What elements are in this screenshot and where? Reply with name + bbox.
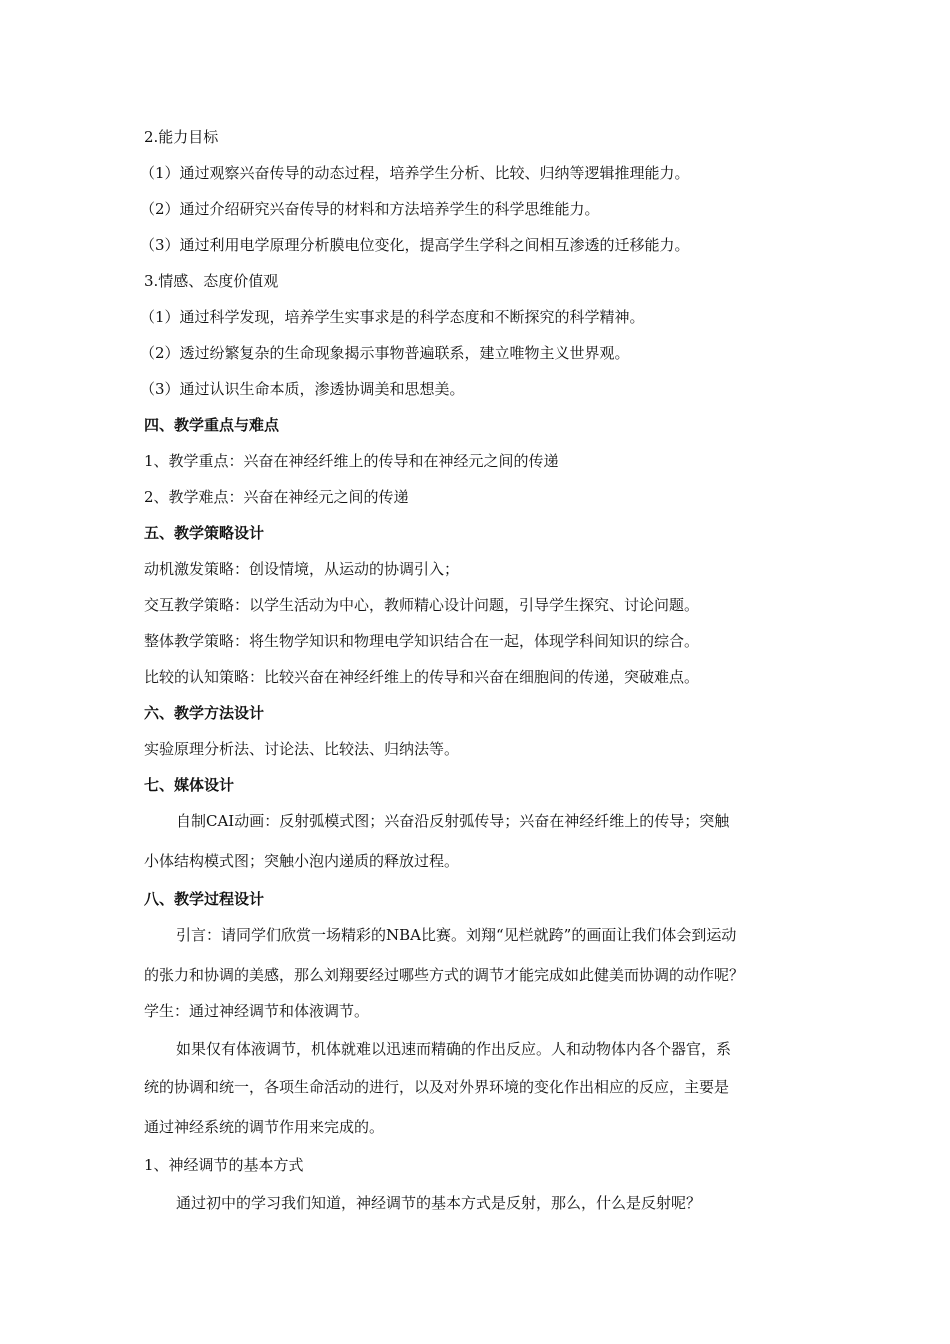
strategy-motivation: 动机激发策略：创设情境，从运动的协调引入； bbox=[144, 560, 460, 578]
media-text-line-2: 小体结构模式图；突触小泡内递质的释放过程。 bbox=[144, 852, 460, 870]
values-goal-3: （3）通过认识生命本质，渗透协调美和思想美。 bbox=[140, 380, 465, 398]
heading-key-points: 四、教学重点与难点 bbox=[144, 416, 280, 434]
ability-goal-2: （2）通过介绍研究兴奋传导的材料和方法培养学生的科学思维能力。 bbox=[140, 200, 600, 218]
key-point: 1、教学重点：兴奋在神经纤维上的传导和在神经元之间的传递 bbox=[144, 452, 559, 470]
paragraph-line-3: 通过神经系统的调节作用来完成的。 bbox=[144, 1118, 385, 1136]
intro-line-2: 的张力和协调的美感，那么刘翔要经过哪些方式的调节才能完成如此健美而协调的动作呢？ bbox=[144, 966, 745, 984]
section-values: 3.情感、态度价值观 bbox=[144, 272, 279, 290]
strategy-interaction: 交互教学策略：以学生活动为中心，教师精心设计问题，引导学生探究、讨论问题。 bbox=[144, 596, 700, 614]
heading-media: 七、媒体设计 bbox=[144, 776, 235, 794]
values-goal-2: （2）透过纷繁复杂的生命现象揭示事物普遍联系，建立唯物主义世界观。 bbox=[140, 344, 630, 362]
methods-text: 实验原理分析法、讨论法、比较法、归纳法等。 bbox=[144, 740, 460, 758]
paragraph-line-2: 统的协调和统一，各项生命活动的进行，以及对外界环境的变化作出相应的反应，主要是 bbox=[144, 1078, 730, 1096]
section-ability-goals: 2.能力目标 bbox=[144, 128, 219, 146]
media-text-line-1: 自制CAI动画：反射弧模式图；兴奋沿反射弧传导；兴奋在神经纤维上的传导；突触 bbox=[176, 812, 730, 830]
intro-line-1: 引言：请同学们欣赏一场精彩的NBA比赛。刘翔“见栏就跨”的画面让我们体会到运动 bbox=[176, 926, 737, 944]
paragraph-line-1: 如果仅有体液调节，机体就难以迅速而精确的作出反应。人和动物体内各个器官，系 bbox=[176, 1040, 732, 1058]
strategy-integration: 整体教学策略：将生物学知识和物理电学知识结合在一起，体现学科间知识的综合。 bbox=[144, 632, 700, 650]
reflex-question: 通过初中的学习我们知道，神经调节的基本方式是反射，那么，什么是反射呢？ bbox=[176, 1194, 702, 1212]
heading-process: 八、教学过程设计 bbox=[144, 890, 265, 908]
strategy-comparison: 比较的认知策略：比较兴奋在神经纤维上的传导和兴奋在细胞间的传递，突破难点。 bbox=[144, 668, 700, 686]
student-answer: 学生：通过神经调节和体液调节。 bbox=[144, 1002, 370, 1020]
ability-goal-1: （1）通过观察兴奋传导的动态过程，培养学生分析、比较、归纳等逻辑推理能力。 bbox=[140, 164, 690, 182]
heading-strategy: 五、教学策略设计 bbox=[144, 524, 265, 542]
ability-goal-3: （3）通过利用电学原理分析膜电位变化，提高学生学科之间相互渗透的迁移能力。 bbox=[140, 236, 690, 254]
difficult-point: 2、教学难点：兴奋在神经元之间的传递 bbox=[144, 488, 409, 506]
subheading-basic-mode: 1、神经调节的基本方式 bbox=[144, 1156, 304, 1174]
values-goal-1: （1）通过科学发现，培养学生实事求是的科学态度和不断探究的科学精神。 bbox=[140, 308, 645, 326]
heading-methods: 六、教学方法设计 bbox=[144, 704, 265, 722]
